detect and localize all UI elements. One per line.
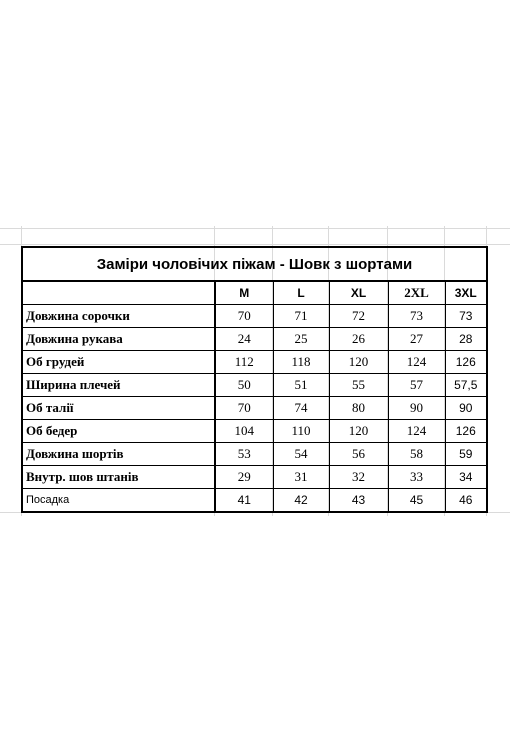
value-cell: 46 bbox=[445, 489, 487, 513]
value-cell: 58 bbox=[388, 443, 445, 466]
row-label: Внутр. шов штанів bbox=[22, 466, 215, 489]
table-row bbox=[22, 420, 487, 443]
row-label: Об грудей bbox=[22, 351, 215, 374]
table-row bbox=[22, 466, 487, 489]
value-cell: 70 bbox=[215, 305, 273, 328]
table-row bbox=[22, 443, 487, 466]
value-cell: 120 bbox=[329, 420, 388, 443]
size-header: 3XL bbox=[445, 281, 487, 305]
value-cell: 33 bbox=[388, 466, 445, 489]
value-cell: 56 bbox=[329, 443, 388, 466]
size-header: XL bbox=[329, 281, 388, 305]
grid-line bbox=[0, 228, 510, 229]
table-row bbox=[22, 305, 487, 328]
row-label: Ширина плечей bbox=[22, 374, 215, 397]
corner-cell bbox=[22, 281, 215, 305]
value-cell: 31 bbox=[273, 466, 329, 489]
table-row bbox=[22, 397, 487, 420]
value-cell: 59 bbox=[445, 443, 487, 466]
value-cell: 41 bbox=[215, 489, 273, 513]
value-cell: 55 bbox=[329, 374, 388, 397]
value-cell: 126 bbox=[445, 351, 487, 374]
value-cell: 72 bbox=[329, 305, 388, 328]
row-label: Довжина рукава bbox=[22, 328, 215, 351]
value-cell: 126 bbox=[445, 420, 487, 443]
value-cell: 57,5 bbox=[445, 374, 487, 397]
value-cell: 110 bbox=[273, 420, 329, 443]
value-cell: 120 bbox=[329, 351, 388, 374]
value-cell: 54 bbox=[273, 443, 329, 466]
row-label: Об талії bbox=[22, 397, 215, 420]
value-cell: 124 bbox=[388, 351, 445, 374]
value-cell: 104 bbox=[215, 420, 273, 443]
size-header: L bbox=[273, 281, 329, 305]
value-cell: 25 bbox=[273, 328, 329, 351]
table-row bbox=[22, 489, 487, 513]
value-cell: 124 bbox=[388, 420, 445, 443]
size-chart-table bbox=[21, 246, 488, 513]
value-cell: 32 bbox=[329, 466, 388, 489]
row-label: Об бедер bbox=[22, 420, 215, 443]
row-label: Посадка bbox=[22, 489, 215, 513]
row-label: Довжина сорочки bbox=[22, 305, 215, 328]
value-cell: 34 bbox=[445, 466, 487, 489]
table-row bbox=[22, 374, 487, 397]
value-cell: 71 bbox=[273, 305, 329, 328]
value-cell: 112 bbox=[215, 351, 273, 374]
value-cell: 24 bbox=[215, 328, 273, 351]
value-cell: 118 bbox=[273, 351, 329, 374]
row-label: Довжина шортів bbox=[22, 443, 215, 466]
value-cell: 42 bbox=[273, 489, 329, 513]
table-title: Заміри чоловічих піжам - Шовк з шортами bbox=[22, 247, 487, 281]
value-cell: 51 bbox=[273, 374, 329, 397]
size-header: M bbox=[215, 281, 273, 305]
table-row bbox=[22, 351, 487, 374]
value-cell: 50 bbox=[215, 374, 273, 397]
value-cell: 73 bbox=[388, 305, 445, 328]
value-cell: 80 bbox=[329, 397, 388, 420]
table-row bbox=[22, 328, 487, 351]
value-cell: 26 bbox=[329, 328, 388, 351]
value-cell: 73 bbox=[445, 305, 487, 328]
title-row bbox=[22, 247, 487, 281]
value-cell: 28 bbox=[445, 328, 487, 351]
value-cell: 43 bbox=[329, 489, 388, 513]
value-cell: 90 bbox=[388, 397, 445, 420]
value-cell: 27 bbox=[388, 328, 445, 351]
size-header: 2XL bbox=[388, 281, 445, 305]
grid-line bbox=[0, 244, 510, 245]
value-cell: 53 bbox=[215, 443, 273, 466]
value-cell: 45 bbox=[388, 489, 445, 513]
value-cell: 57 bbox=[388, 374, 445, 397]
value-cell: 74 bbox=[273, 397, 329, 420]
size-header-row bbox=[22, 281, 487, 305]
value-cell: 29 bbox=[215, 466, 273, 489]
value-cell: 70 bbox=[215, 397, 273, 420]
value-cell: 90 bbox=[445, 397, 487, 420]
